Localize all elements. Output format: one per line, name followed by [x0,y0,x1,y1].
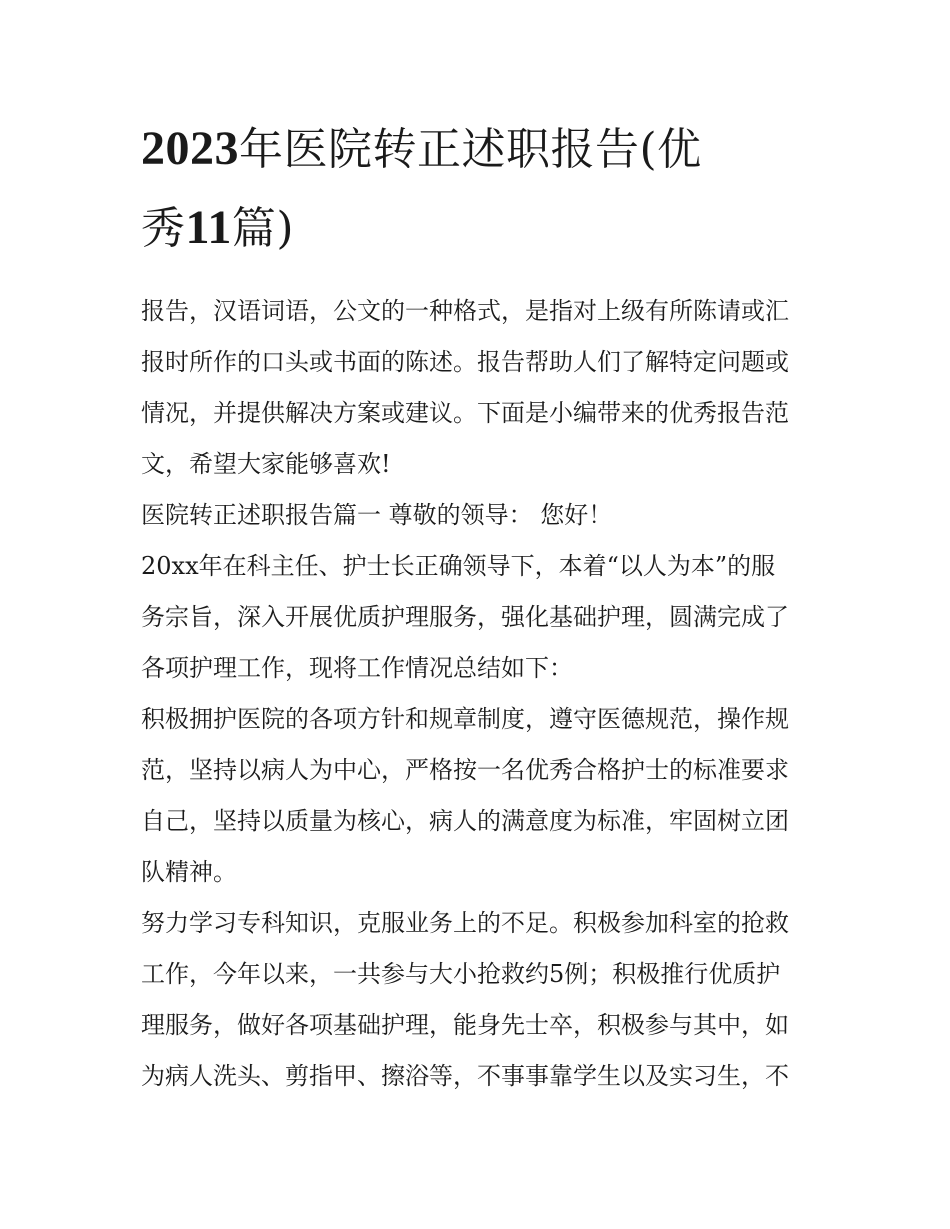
paragraph [141,898,813,1102]
paragraph-line: 工作，今年以来，一共参与大小抢救约5例；积极推行优质护 [141,960,781,988]
paragraph-line: 各项护理工作，现将工作情况总结如下： [141,654,573,682]
paragraph-line: 报告，汉语词语，公文的一种格式，是指对上级有所陈请或汇 [141,297,789,325]
title-line-1 [141,110,813,189]
title-pre-2: 秀 [141,203,186,254]
document-title [141,110,813,268]
title-line-2 [141,189,813,268]
title-text-1: 年医院转正述职报告(优 [239,124,702,175]
paragraph [141,490,813,541]
paragraph [141,694,813,898]
paragraph-line: 积极拥护医院的各项方针和规章制度，遵守医德规范，操作规 [141,705,789,733]
paragraph-line: 文，希望大家能够喜欢! [141,450,391,478]
title-text-2: 篇) [231,203,295,254]
paragraph-line: 为病人洗头、剪指甲、擦浴等，不事事靠学生以及实习生，不 [141,1062,789,1090]
paragraph-line: 20xx年在科主任、护士长正确领导下，本着“以人为本”的服 [141,552,776,580]
paragraph [141,286,813,490]
paragraph-line: 情况，并提供解决方案或建议。下面是小编带来的优秀报告范 [141,399,789,427]
paragraph-line: 报时所作的口头或书面的陈述。报告帮助人们了解特定问题或 [141,348,789,376]
document-body [141,286,813,1102]
paragraph-line: 队精神。 [141,858,237,886]
title-count: 11 [185,201,232,254]
paragraph [141,541,813,694]
paragraph-line: 努力学习专科知识，克服业务上的不足。积极参加科室的抢救 [141,909,789,937]
title-year: 2023 [141,122,239,175]
paragraph-line: 医院转正述职报告篇一 尊敬的领导： 您好！ [141,501,613,529]
paragraph-line: 理服务，做好各项基础护理，能身先士卒，积极参与其中，如 [141,1011,789,1039]
document-page [141,110,813,1102]
paragraph-line: 务宗旨，深入开展优质护理服务，强化基础护理，圆满完成了 [141,603,789,631]
paragraph-line: 自己，坚持以质量为核心，病人的满意度为标准，牢固树立团 [141,807,789,835]
paragraph-line: 范，坚持以病人为中心，严格按一名优秀合格护士的标准要求 [141,756,789,784]
